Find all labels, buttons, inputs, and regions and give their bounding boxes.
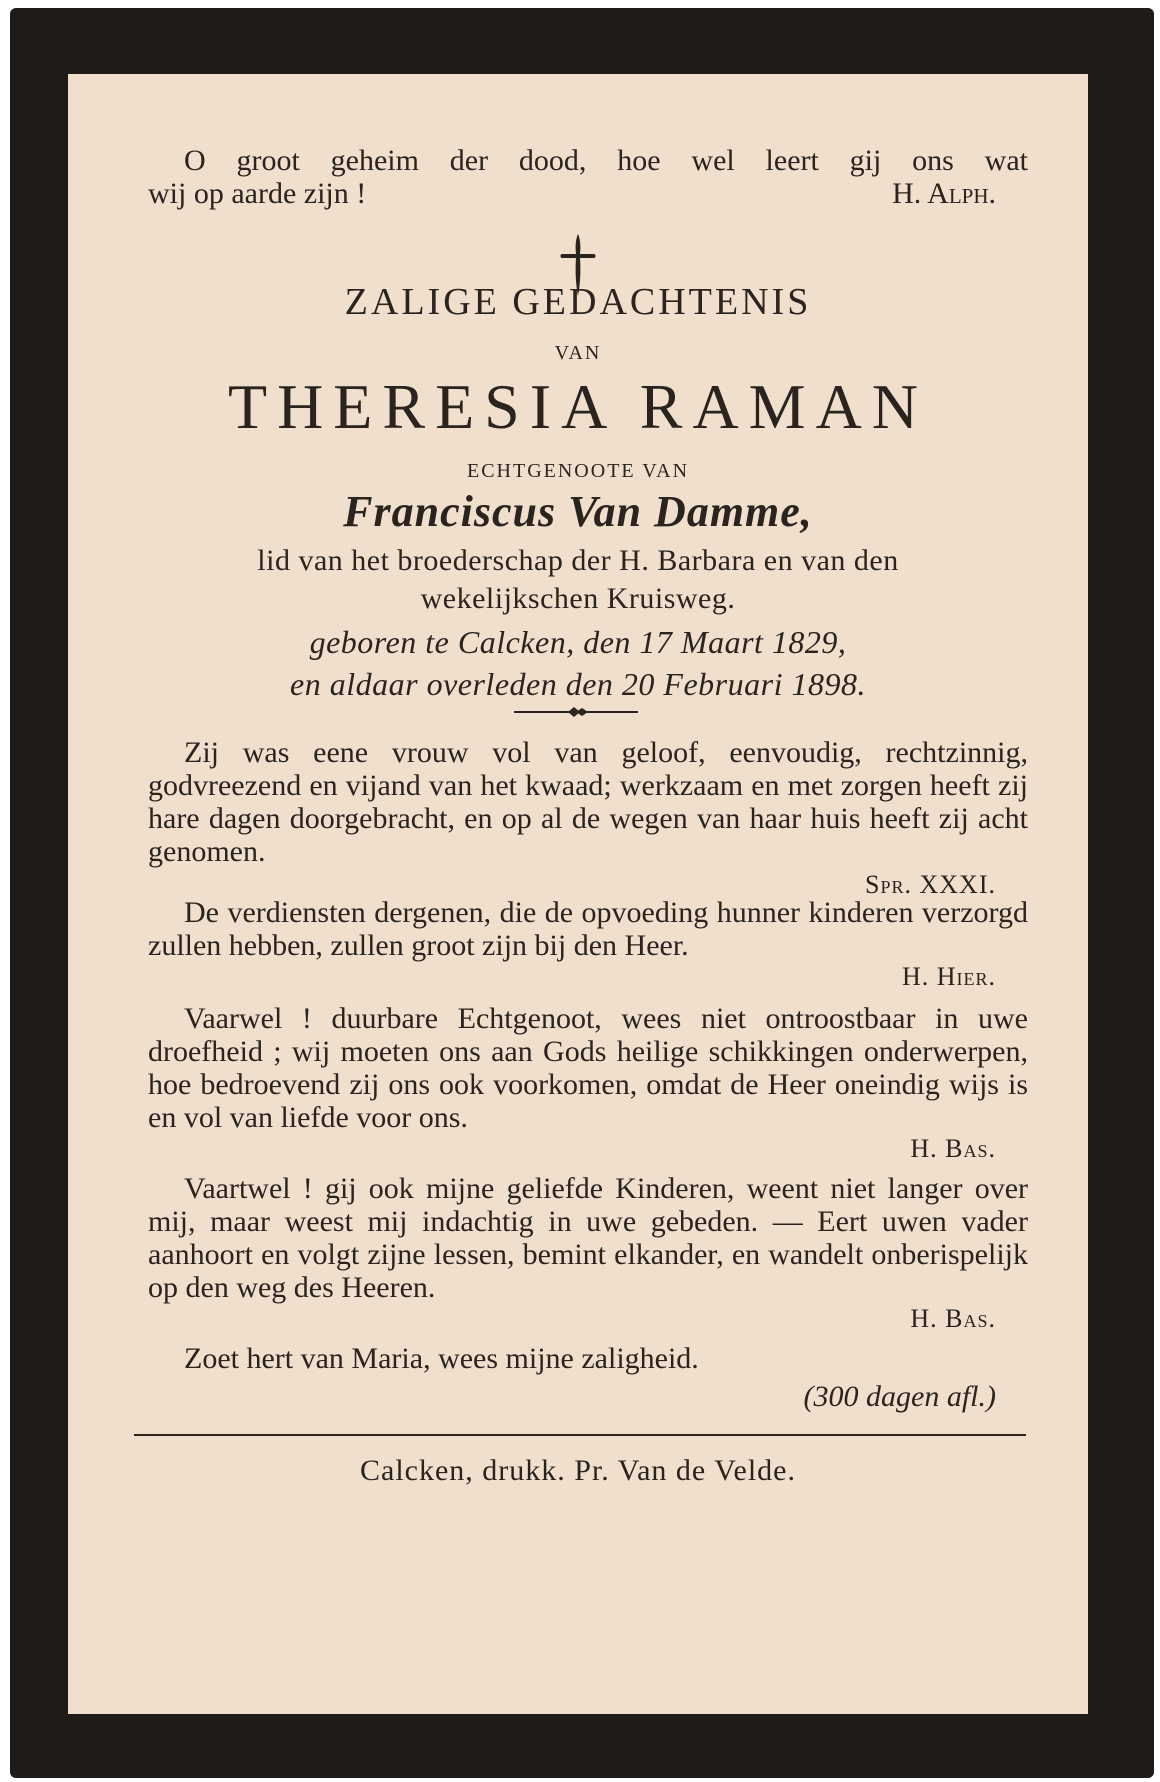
van-label: VAN	[554, 342, 602, 364]
ornament-divider	[514, 706, 638, 718]
epigraph-attribution: H. Alph.	[892, 177, 996, 210]
deceased-name: THERESIA RAMAN	[227, 371, 929, 442]
indulgence-note: (300 dagen afl.)	[803, 1380, 996, 1413]
footer-rule	[134, 1434, 1026, 1436]
birth-line: geboren te Calcken, den 17 Maart 1829,	[309, 624, 847, 660]
passage-3: Vaarwel ! duurbare Echtgenoot, wees niet ontroostbaar in uwe droefheid ; wij moeten ons aan Gods heilige schikkingen onderwerpen, hoe bedroevend zij ons ook voorkomen, omdat de Heer oneindig wijs is en vol van liefde voor ons.	[148, 1002, 1028, 1134]
passage-4-attribution: H. Bas.	[910, 1304, 996, 1333]
spouse-name: Franciscus Van Damme,	[343, 487, 813, 536]
passage-3-attribution: H. Bas.	[910, 1134, 996, 1163]
epigraph-line-1: O groot geheim der dood, hoe wel leert gij ons wat	[184, 144, 1028, 177]
prayer-line: Zoet hert van Maria, wees mijne zaligheid.	[184, 1342, 699, 1375]
passage-4: Vaartwel ! gij ook mijne geliefde Kinderen, weent niet langer over mij, maar weest mij indachtig in uwe gebeden. — Eert uwen vader aanhoort en volgt zijne lessen, bemint elkander, en wandelt onberispelijk op den weg des Heeren.	[148, 1172, 1028, 1304]
epigraph	[148, 144, 1028, 210]
passage-2-attribution: H. Hier.	[901, 962, 996, 991]
death-line: en aldaar overleden den 20 Februari 1898.	[290, 666, 866, 702]
passage-2: De verdiensten dergenen, die de opvoeding hunner kinderen verzorgd zullen hebben, zullen groot zijn bij den Heer.	[148, 896, 1028, 962]
memorial-card	[10, 8, 1154, 1778]
epigraph-line-2: wij op aarde zijn !	[148, 177, 367, 210]
passage-1-attribution: Spr. XXXI.	[865, 870, 996, 899]
memorial-title: ZALIGE GEDACHTENIS	[344, 281, 812, 323]
passage-1: Zij was eene vrouw vol van geloof, eenvoudig, rechtzinnig, godvreezend en vijand van het kwaad; werkzaam en met zorgen heeft zij hare dagen doorgebracht, en op al de wegen van haar huis heeft zij acht genomen.	[148, 736, 1028, 868]
printer-line: Calcken, drukk. Pr. Van de Velde.	[360, 1454, 796, 1487]
membership-line-2: wekelijkschen Kruisweg.	[420, 582, 736, 615]
card-paper	[68, 74, 1088, 1714]
spouse-intro: ECHTGENOOTE VAN	[466, 460, 690, 482]
membership-line-1: lid van het broederschap der H. Barbara en van den	[257, 544, 899, 577]
